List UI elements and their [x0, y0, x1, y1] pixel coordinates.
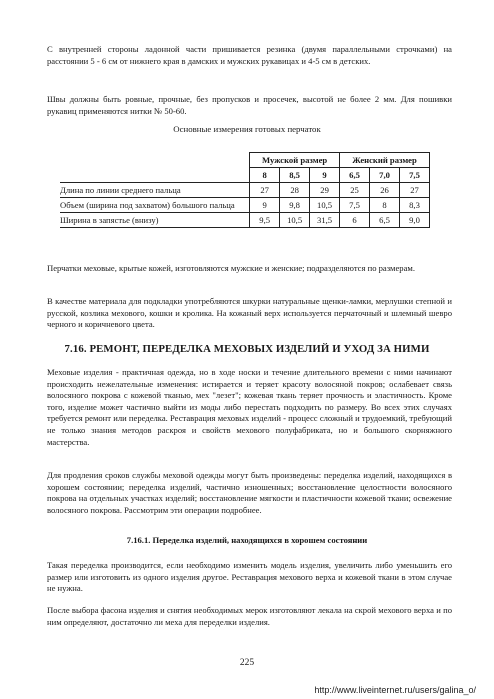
- value-cell: 26: [370, 183, 400, 198]
- value-cell: 8,3: [400, 198, 430, 213]
- value-cell: 31,5: [310, 213, 340, 228]
- size-cell: 9: [310, 168, 340, 183]
- value-cell: 9,0: [400, 213, 430, 228]
- paragraph-seams: Швы должны быть ровные, прочные, без пропусков и просечек, высотой не более 2 мм. Для пошивки рукавиц применяются нитки № 50-60.: [47, 94, 452, 116]
- size-cell: 8: [250, 168, 280, 183]
- size-cell: 6,5: [340, 168, 370, 183]
- paragraph-remodel: Такая переделка производится, если необходимо изменить модель изделия, увеличить либо уменьшить его размер или изготовить из одного изделия другое. Реставрация мехового верха и кожевой ткани в этом случае не нужна.: [47, 560, 452, 594]
- paragraph-mitten-elastic: С внутренней стороны ладонной части пришивается резинка (двумя параллельными строчками) на расстоянии 5 - 6 см от нижнего края в дамских и мужских рукавицах и 4-5 см в детских.: [47, 44, 452, 66]
- paragraph-operations: Для продления сроков службы меховой одежды могут быть произведены: переделка изделий, находящихся в хорошем состоянии; переделка изделий, частично изношенных; восстановление целостности волосяного покрова на отдельных участках изделий; восстановление мягкости и пластичности кожевой ткани; освежение волосяного покрова. Рассмотрим эти операции подробнее.: [47, 470, 452, 515]
- size-cell: 7,0: [370, 168, 400, 183]
- paragraph-lining-materials: В качестве материала для подкладки употребляются шкурки натуральные щенки-ламки, мерлушки степной и русской, козлика мехового, кошки и кролика. На кожаный верх используется перчаточный и шлемный шевро черного и коричневого цвета.: [47, 296, 452, 330]
- page-number: 225: [239, 658, 255, 668]
- row-label: Объем (ширина под захватом) большого пальца: [60, 198, 250, 213]
- paragraph-repair-intro: Меховые изделия - практичная одежда, но в ходе носки и течение длительного времени с ними начинают происходить нежелательные изменения: истирается и теряет красоту волосяной покров; ослабевает связь волосяного покрова с кожевой тканью, мех "лезет"; кожевая ткань теряет прочность и эластичность. Кроме того, изделие может частично выйти из моды либо перестать подходить по размеру. Во всех этих случаях требуется ремонт или переделка. Реставрация меховых изделий - процесс сложный и трудоемкий, требующий не только знания методов раскроя и свойств мехового полуфабриката, но и большого скорняжного мастерства.: [47, 367, 452, 447]
- value-cell: 27: [250, 183, 280, 198]
- paragraph-patterns: После выбора фасона изделия и снятия необходимых мерок изготовляют лекала на скрой мехового верха и по ним определяют, достаточно ли меха для переделки изделия.: [47, 605, 452, 627]
- size-cell: 7,5: [400, 168, 430, 183]
- measurements-table: [60, 152, 430, 228]
- table-title: Основные измерения готовых перчаток: [173, 124, 321, 134]
- value-cell: 9,5: [250, 213, 280, 228]
- table-row: [60, 198, 430, 213]
- value-cell: 9: [250, 198, 280, 213]
- table-row: [60, 183, 430, 198]
- value-cell: 10,5: [310, 198, 340, 213]
- paragraph-gloves: Перчатки меховые, крытые кожей, изготовляются мужские и женские; подразделяются по размерам.: [47, 263, 415, 273]
- value-cell: 25: [340, 183, 370, 198]
- section-heading: 7.16. РЕМОНТ, ПЕРЕДЕЛКА МЕХОВЫХ ИЗДЕЛИЙ И УХОД ЗА НИМИ: [64, 343, 430, 355]
- value-cell: 6: [340, 213, 370, 228]
- subsection-heading: 7.16.1. Переделка изделий, находящихся в хорошем состоянии: [126, 535, 368, 545]
- value-cell: 28: [280, 183, 310, 198]
- header-women-size: Женский размер: [340, 153, 430, 168]
- row-label: Длина по линии среднего пальца: [60, 183, 250, 198]
- value-cell: 7,5: [340, 198, 370, 213]
- value-cell: 6,5: [370, 213, 400, 228]
- value-cell: 27: [400, 183, 430, 198]
- table-row: [60, 213, 430, 228]
- size-cell: 8,5: [280, 168, 310, 183]
- header-men-size: Мужской размер: [250, 153, 340, 168]
- value-cell: 10,5: [280, 213, 310, 228]
- watermark-url: http://www.liveinternet.ru/users/galina_o/: [314, 685, 476, 695]
- value-cell: 29: [310, 183, 340, 198]
- value-cell: 8: [370, 198, 400, 213]
- table-corner: [60, 153, 250, 183]
- value-cell: 9,8: [280, 198, 310, 213]
- row-label: Ширина в запястье (внизу): [60, 213, 250, 228]
